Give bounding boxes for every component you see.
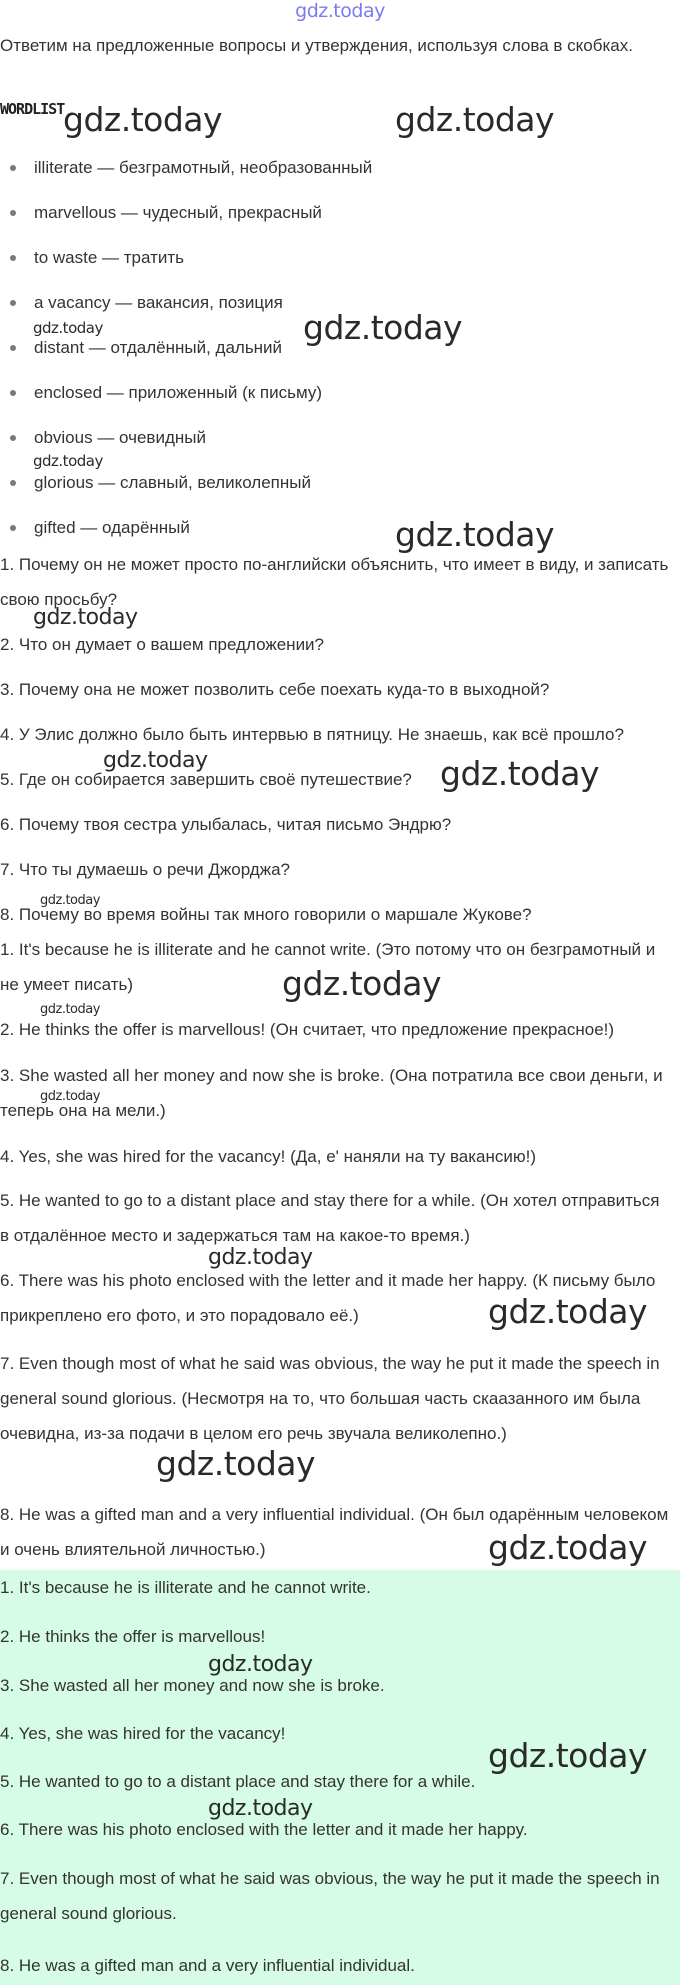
bullet-icon [10, 480, 16, 486]
watermark: gdz.today [40, 893, 100, 908]
wordlist-item [10, 427, 206, 449]
answer-translated: 4. Yes, she was hired for the vacancy! (Да, е' наняли на ту вакансию!) [0, 1147, 537, 1166]
wordlist-item [10, 157, 372, 179]
watermark: gdz.today [395, 515, 555, 554]
watermark: gdz.today [282, 964, 442, 1003]
intro-text: Ответим на предложенные вопросы и утверждения, используя слова в скобках. [0, 36, 633, 55]
final-answer: 1. It's because he is illiterate and he cannot write. [0, 1578, 371, 1597]
bullet-icon [10, 435, 16, 441]
question-item: 2. Что он думает о вашем предложении? [0, 635, 325, 654]
question-item: 1. Почему он не может просто по-английски объяснить, что имеет в виду, и записать свою просьбу? [0, 555, 669, 609]
answer-translated: 3. She wasted all her money and now she is broke. (Она потратила все свои деньги, и теперь она на мели.) [0, 1066, 663, 1120]
answer-translated: 2. He thinks the offer is marvellous! (Он считает, что предложение прекрасное!) [0, 1020, 615, 1039]
bullet-icon [10, 390, 16, 396]
bullet-icon [10, 345, 16, 351]
final-answer: 2. He thinks the offer is marvellous! [0, 1627, 266, 1646]
watermark: gdz.today [63, 100, 223, 139]
question-item: 7. Что ты думаешь о речи Джорджа? [0, 860, 290, 879]
wordlist-item-text: glorious — славный, великолепный [34, 473, 311, 492]
watermark: gdz.today [488, 1736, 648, 1775]
wordlist-item-text: enclosed — приложенный (к письму) [34, 383, 322, 402]
watermark: gdz.today [208, 1245, 313, 1270]
watermark: gdz.today [40, 1089, 100, 1104]
final-answer: 7. Even though most of what he said was obvious, the way he put it made the speech in general sound glorious. [0, 1869, 660, 1923]
watermark: gdz.today [156, 1444, 316, 1483]
watermark: gdz.today [208, 1796, 313, 1821]
final-answer: 3. She wasted all her money and now she is broke. [0, 1676, 385, 1695]
wordlist-item-text: distant — отдалённый, дальний [34, 338, 283, 357]
watermark: gdz.today [33, 452, 103, 470]
bullet-icon [10, 300, 16, 306]
wordlist-item [10, 337, 282, 359]
final-answer: 4. Yes, she was hired for the vacancy! [0, 1724, 286, 1743]
question-item: 4. У Элис должно было быть интервью в пятницу. Не знаешь, как всё прошло? [0, 725, 624, 744]
bullet-icon [10, 255, 16, 261]
watermark: gdz.today [488, 1292, 648, 1331]
watermark: gdz.today [208, 1652, 313, 1677]
final-answer: 8. He was a gifted man and a very influential individual. [0, 1956, 415, 1975]
wordlist-item [10, 472, 311, 494]
watermark: gdz.today [33, 605, 138, 630]
bullet-icon [10, 165, 16, 171]
bullet-icon [10, 525, 16, 531]
watermark: gdz.today [40, 1002, 100, 1017]
watermark: gdz.today [488, 1528, 648, 1567]
answer-translated: 6. There was his photo enclosed with the letter and it made her happy. (К письму было прикреплено его фото, и это порадовало её.) [0, 1271, 656, 1325]
watermark: gdz.today [103, 748, 208, 773]
wordlist-heading: WORDLIST [0, 100, 65, 118]
final-answer: 5. He wanted to go to a distant place and stay there for a while. [0, 1772, 476, 1791]
wordlist-item [10, 247, 184, 269]
watermark: gdz.today [303, 308, 463, 347]
answer-translated: 7. Even though most of what he said was obvious, the way he put it made the speech in general sound glorious. (Несмотря на то, что большая часть скаазанного им была очевидна, из-за подачи в целом его речь звучала великолепно.) [0, 1354, 660, 1443]
wordlist-item-text: a vacancy — вакансия, позиция [34, 293, 283, 312]
answer-translated: 8. He was a gifted man and a very influential individual. (Он был одарённым человеком и очень влиятельной личностью.) [0, 1505, 669, 1559]
wordlist-item-text: to waste — тратить [34, 248, 185, 267]
wordlist-item-text: marvellous — чудесный, прекрасный [34, 203, 322, 222]
wordlist-item [10, 292, 283, 314]
question-item: 6. Почему твоя сестра улыбалась, читая письмо Эндрю? [0, 815, 452, 834]
question-item: 3. Почему она не может позволить себе поехать куда-то в выходной? [0, 680, 550, 699]
answer-translated: 1. It's because he is illiterate and he cannot write. (Это потому что он безграмотный и не умеет писать) [0, 940, 656, 994]
wordlist-item [10, 202, 322, 224]
watermark: gdz.today [33, 319, 103, 337]
site-logo[interactable]: gdz.today [295, 0, 385, 22]
wordlist-item [10, 517, 190, 539]
bullet-icon [10, 210, 16, 216]
wordlist-item [10, 382, 322, 404]
answer-translated: 5. He wanted to go to a distant place and stay there for a while. (Он хотел отправиться в отдалённое место и задержаться там на какое-то время.) [0, 1191, 660, 1245]
watermark: gdz.today [440, 754, 600, 793]
watermark: gdz.today [395, 100, 555, 139]
question-item: 8. Почему во время войны так много говорили о маршале Жукове? [0, 905, 532, 924]
wordlist-item-text: illiterate — безграмотный, необразованный [34, 158, 373, 177]
wordlist-item-text: obvious — очевидный [34, 428, 206, 447]
question-item: 5. Где он собирается завершить своё путешествие? [0, 770, 412, 789]
wordlist-item-text: gifted — одарённый [34, 518, 190, 537]
final-answer: 6. There was his photo enclosed with the letter and it made her happy. [0, 1820, 528, 1839]
